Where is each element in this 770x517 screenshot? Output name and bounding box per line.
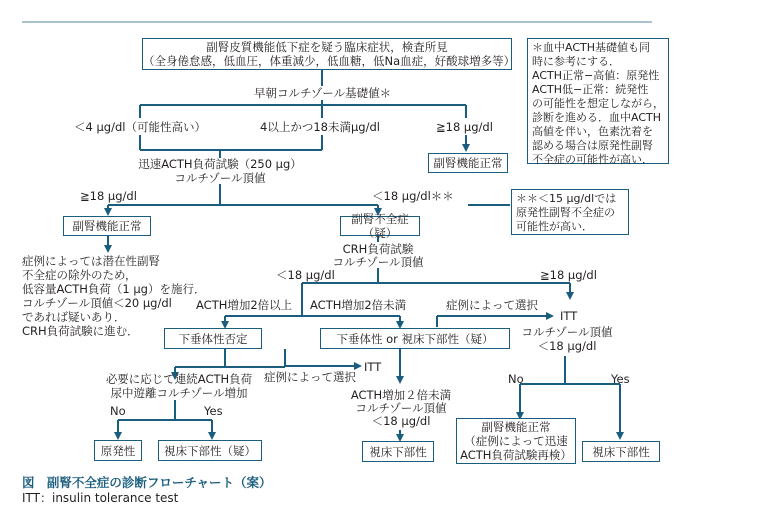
acth-lt2-line1: ACTH増加２倍未満 <box>350 388 452 402</box>
note-line: 認める場合は原発性副腎 <box>532 139 653 152</box>
latent-line: 症例によっては潜在性副腎 <box>22 254 160 268</box>
latent-line: CRH負荷試験に進む． <box>22 324 139 338</box>
branch-mid-label: 4以上かつ18未満μg/dl <box>260 120 380 134</box>
normal-box-1: 副腎機能正常 <box>428 153 508 173</box>
rapid-ge18-label: ≧18 μg/dl <box>80 189 137 203</box>
caption-prefix: 図 <box>22 475 35 490</box>
insufficiency-box: 副腎不全症（疑） <box>340 216 420 236</box>
note-line: 診断を進める．血中ACTH <box>532 111 662 124</box>
branch-low-label: ＜4 μg/dl（可能性高い） <box>74 120 206 134</box>
latent-line: 低容量ACTH負荷（1 μg）を施行． <box>22 282 206 296</box>
cortisol-basal-label: 早朝コルチゾール基礎値＊ <box>254 86 392 100</box>
figure-caption <box>22 473 272 491</box>
crh-ge18-label: ≧18 μg/dl <box>540 268 597 282</box>
yes-label-1: Yes <box>204 404 223 418</box>
primary-note <box>511 189 629 235</box>
yes-label-2: Yes <box>611 372 630 386</box>
latent-line: であれば疑いあり． <box>22 310 126 324</box>
rapid-acth-line2: コルチゾール頂値 <box>174 171 266 185</box>
select-case-1: 症例によって選択 <box>446 298 538 312</box>
acth-lt2-line3: ＜18 μg/dl <box>371 414 431 428</box>
note-line: ACTH低−正常：続発性 <box>532 83 649 96</box>
crh-line1: CRH負荷試験 <box>342 242 414 256</box>
no-label-2: No <box>508 372 524 386</box>
rapid-lt18-label: ＜18 μg/dl＊＊ <box>372 189 454 203</box>
note-line: の可能性を想定しながら， <box>532 97 664 110</box>
normal3-line1: 副腎機能正常 <box>481 420 551 434</box>
crh-line2: コルチゾール頂値 <box>332 255 424 269</box>
note-line: 高値を伴い，色素沈着を <box>532 125 653 138</box>
normal-box-2: 副腎機能正常 <box>63 216 151 236</box>
caption-title: 副腎不全症の診断フローチャート（案） <box>46 475 272 490</box>
select-case-2: 症例によって選択 <box>264 370 356 384</box>
note-line: 不全症の可能性が高い． <box>532 153 653 166</box>
symptom-line2: （全身倦怠感，低血圧，体重減少，低血糖，低Na血症，好酸球増多等） <box>143 54 516 68</box>
note-line: ACTH正常−高値：原発性 <box>532 69 660 82</box>
note-line: ＊血中ACTH基礎値も同 <box>532 41 651 54</box>
symptom-box <box>142 38 516 70</box>
itt-abbreviation: ITT：insulin tolerance test <box>22 491 179 505</box>
note-line: ＊＊＜15 μg/dlでは <box>516 192 617 205</box>
rapid-acth-line1: 迅速ACTH負荷試験（250 μg） <box>138 157 302 171</box>
itt-label-1: ITT <box>560 309 578 323</box>
acth-2x-up-label: ACTH増加2倍以上 <box>196 298 293 312</box>
symptom-line1: 副腎皮質機能低下症を疑う臨床症状，検査所見 <box>206 40 448 54</box>
no-label-1: No <box>110 404 126 418</box>
acth-2x-down-label: ACTH増加2倍未満 <box>310 298 407 312</box>
branch-high-label: ≧18 μg/dl <box>436 120 493 134</box>
acth-lt2-line2: コルチゾール頂値 <box>355 401 447 415</box>
hypothalamic-suspected-box: 視床下部性（疑） <box>158 440 262 461</box>
primary-box: 原発性 <box>94 440 142 461</box>
hypothalamic-box-1: 視床下部性 <box>362 441 434 462</box>
continuous-acth-line2: 尿中遊離コルチゾール増加 <box>110 386 248 400</box>
itt-label-2: ITT <box>364 360 382 374</box>
normal-box-3 <box>456 418 576 464</box>
normal3-line2: （症例によって迅速 <box>464 434 568 448</box>
note-line: 時に参考にする． <box>532 55 620 68</box>
continuous-acth-line1: 必要に応じて連続ACTH負荷 <box>105 372 253 386</box>
latent-line: コルチゾール頂値＜20 μg/dl <box>22 296 172 310</box>
normal3-line3: ACTH負荷試験再検） <box>460 448 572 462</box>
crh-lt18-label: ＜18 μg/dl <box>276 268 335 282</box>
latent-line: 不全症の除外のため， <box>22 268 137 282</box>
pit-or-hyp-box: 下垂体性 or 視床下部性（疑） <box>320 328 510 349</box>
note-line: 原発性副腎不全症の <box>516 206 615 219</box>
note-line: 可能性が高い． <box>516 220 593 233</box>
itt-peak-line1: コルチゾール頂値 <box>521 325 613 339</box>
itt-peak-line2: ＜18 μg/dl <box>537 339 597 353</box>
pituitary-negative-box: 下垂体性否定 <box>164 328 262 349</box>
hypothalamic-box-2: 視床下部性 <box>582 441 660 462</box>
acth-basal-note <box>527 38 669 164</box>
latent-text <box>22 254 205 338</box>
